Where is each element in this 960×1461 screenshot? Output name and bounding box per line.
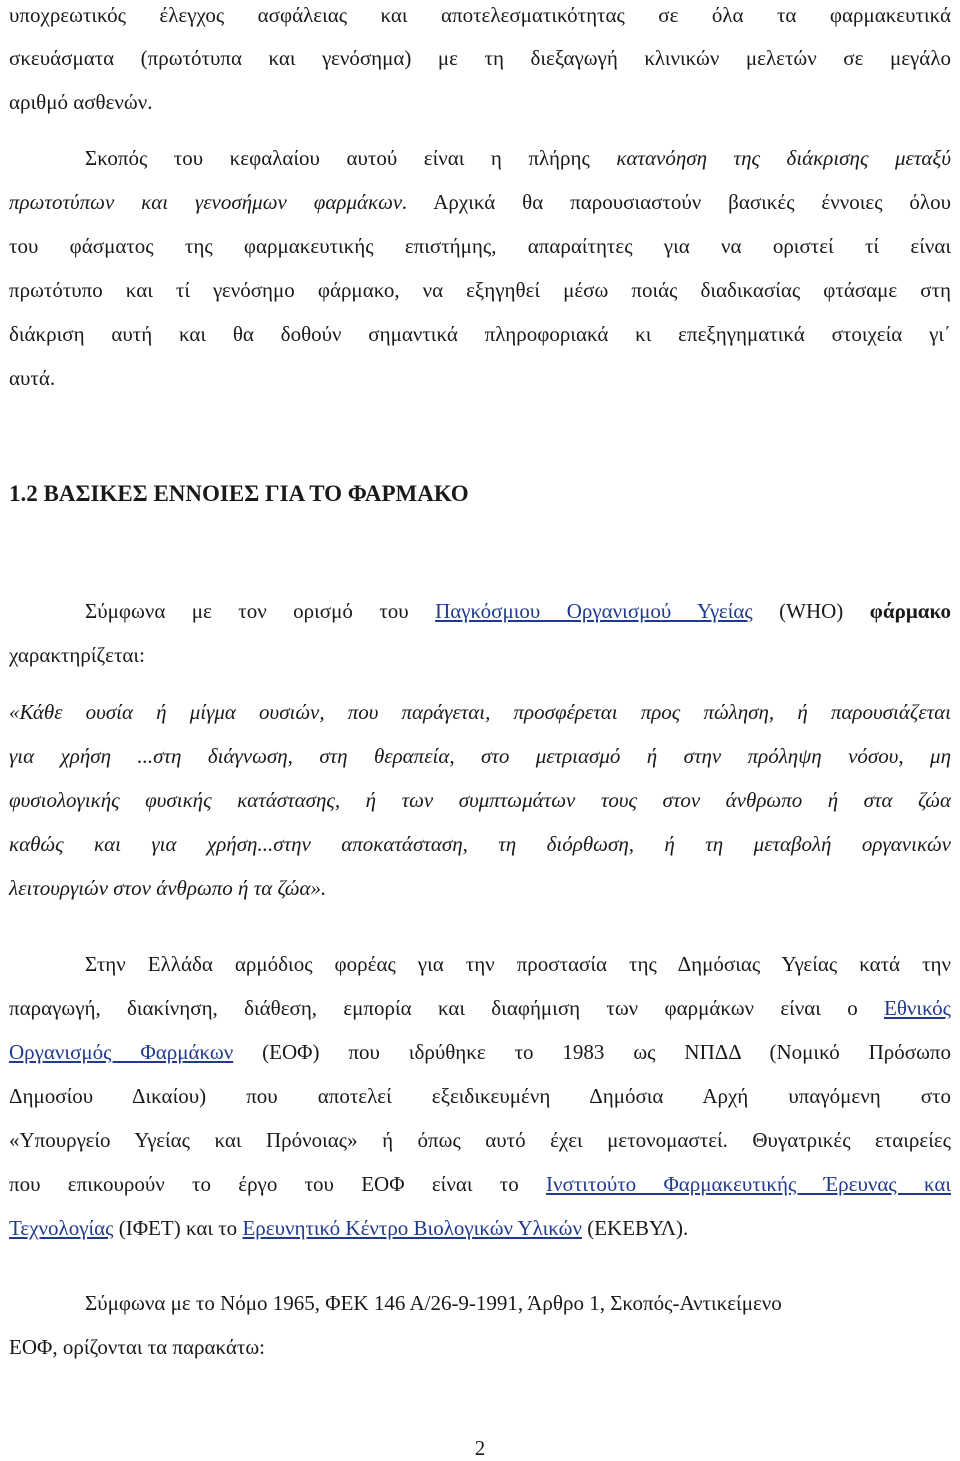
paragraph-line <box>9 187 951 217</box>
quote-line: καθώς και για χρήση...στην αποκατάσταση, τη διόρθωση, ή τη μεταβολή οργανικών <box>9 832 951 856</box>
quote-line: φυσιολογικής φυσικής κατάστασης, ή των συμπτωμάτων τους στον άνθρωπο ή στα ζώα <box>9 788 951 812</box>
paragraph-line: αυτά. <box>9 366 56 390</box>
eof-link[interactable]: Οργανισμός Φαρμάκων <box>9 1040 234 1064</box>
italic-text: πρωτοτύπων και γενοσήμων φαρμάκων. <box>9 190 408 214</box>
paragraph-line: σκευάσματα (πρωτότυπα και γενόσημα) με τη διεξαγωγή κλινικών μελετών σε μεγάλο <box>9 46 951 70</box>
who-link[interactable]: Παγκόσμιου Οργανισμού Υγείας <box>435 599 753 623</box>
text-span: Σκοπός του κεφαλαίου αυτού είναι η πλήρης <box>85 146 617 170</box>
paragraph-line <box>9 1037 951 1067</box>
paragraph-line: υποχρεωτικός έλεγχος ασφάλειας και αποτελεσματικότητας σε όλα τα φαρμακευτικά <box>9 3 951 27</box>
italic-text: κατανόηση της διάκρισης μεταξύ <box>616 146 951 170</box>
paragraph-line: «Υπουργείο Υγείας και Πρόνοιας» ή όπως αυτό έχει μετονομαστεί. Θυγατρικές εταιρείες <box>9 1128 951 1152</box>
paragraph-line <box>9 1169 951 1199</box>
text-span: Σύμφωνα με τον ορισμό του <box>85 599 436 623</box>
text-span: (ΕΟΦ) που ιδρύθηκε το 1983 ως ΝΠΔΔ (Νομικό Πρόσωπο <box>233 1040 952 1064</box>
ifet-link[interactable]: Ινστιτούτο Φαρμακευτικής Έρευνας και <box>545 1172 951 1196</box>
paragraph-line: του φάσματος της φαρμακευτικής επιστήμης, απαραίτητες για να οριστεί τί είναι <box>9 234 951 258</box>
paragraph-line <box>85 596 951 626</box>
quote-line: λειτουργιών στον άνθρωπο ή τα ζώα». <box>9 876 327 900</box>
paragraph-line <box>9 993 951 1023</box>
paragraph-line: διάκριση αυτή και θα δοθούν σημαντικά πληροφοριακά κι επεξηγηματικά στοιχεία γι΄ <box>9 322 951 346</box>
text-span: (ΙΦΕΤ) και το <box>113 1216 243 1240</box>
paragraph-line <box>85 143 951 173</box>
page-number: 2 <box>474 1436 486 1460</box>
quote-line: για χρήση ...στη διάγνωση, στη θεραπεία, στο μετριασμό ή στην πρόληψη νόσου, μη <box>9 744 951 768</box>
section-heading: 1.2 ΒΑΣΙΚΕΣ ΕΝΝΟΙΕΣ ΓΙΑ ΤΟ ΦΑΡΜΑΚΟ <box>9 481 469 506</box>
paragraph-line: Δημοσίου Δικαίου) που αποτελεί εξειδικευμένη Δημόσια Αρχή υπαγόμενη στο <box>9 1084 951 1108</box>
quote-line: «Κάθε ουσία ή μίγμα ουσιών, που παράγεται, προσφέρεται προς πώληση, ή παρουσιάζεται <box>9 700 951 724</box>
text-span: Αρχικά θα παρουσιαστούν βασικές έννοιες όλου <box>407 190 951 214</box>
eof-link[interactable]: Εθνικός <box>884 996 951 1020</box>
text-span: παραγωγή, διακίνηση, διάθεση, εμπορία και διαφήμιση των φαρμάκων είναι ο <box>9 996 885 1020</box>
bold-term: φάρμακο <box>869 599 951 623</box>
ifet-link[interactable]: Τεχνολογίας <box>9 1216 114 1240</box>
text-span: (WHO) <box>752 599 870 623</box>
paragraph-line: αριθμό ασθενών. <box>9 90 153 114</box>
paragraph-line: Σύμφωνα με το Νόμο 1965, ΦΕΚ 146 Α/26-9-1991, Άρθρο 1, Σκοπός-Αντικείμενο <box>85 1291 782 1315</box>
paragraph-line <box>9 1213 951 1243</box>
text-span: (ΕΚΕΒΥΛ). <box>581 1216 689 1240</box>
paragraph-line: Στην Ελλάδα αρμόδιος φορέας για την προστασία της Δημόσιας Υγείας κατά την <box>85 952 951 976</box>
paragraph-line: πρωτότυπο και τί γενόσημο φάρμακο, να εξηγηθεί μέσω ποιάς διαδικασίας φτάσαμε στη <box>9 278 951 302</box>
paragraph-line: ΕΟΦ, ορίζονται τα παρακάτω: <box>9 1335 265 1359</box>
paragraph-line: χαρακτηρίζεται: <box>9 643 145 667</box>
ekevyl-link[interactable]: Ερευνητικό Κέντρο Βιολογικών Υλικών <box>242 1216 582 1240</box>
text-span: που επικουρούν το έργο του ΕΟΦ είναι το <box>9 1172 546 1196</box>
